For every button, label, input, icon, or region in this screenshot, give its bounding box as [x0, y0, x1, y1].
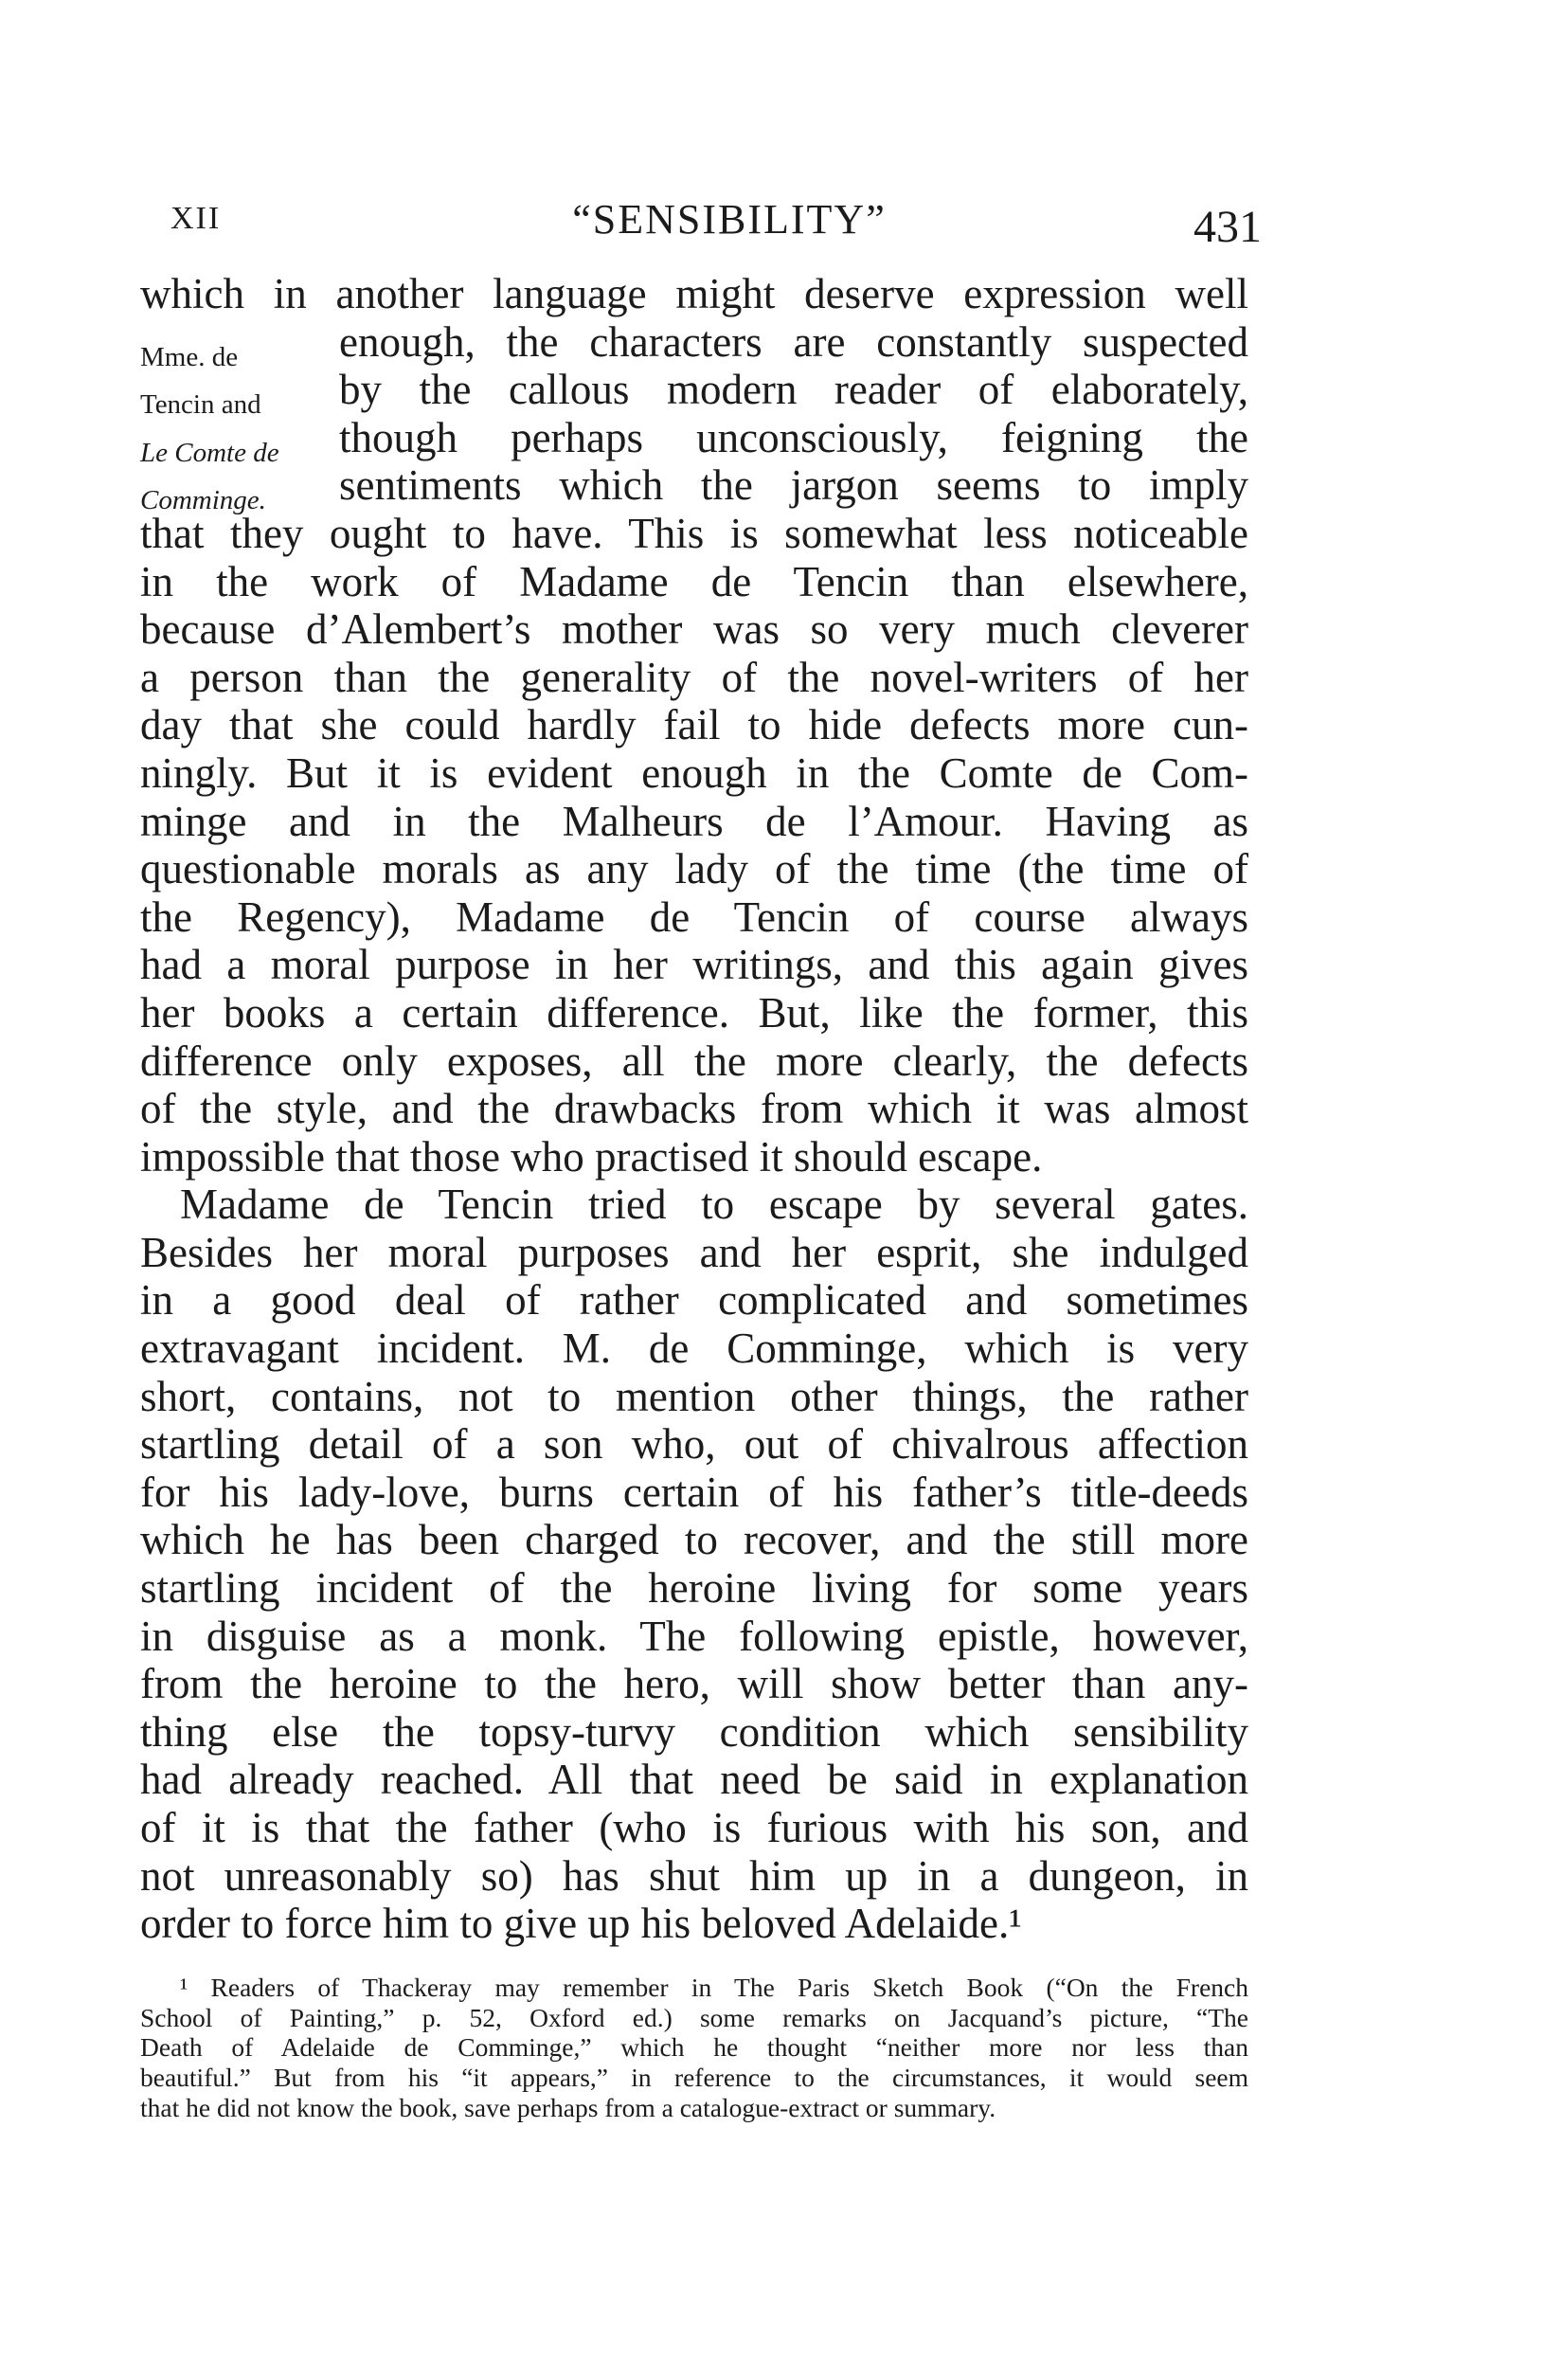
text-line: extravagant incident. M. de Comminge, which is very — [140, 1325, 1248, 1373]
text-line: difference only exposes, all the more clearly, the defects — [140, 1037, 1248, 1085]
paragraph-start-line: Madame de Tencin tried to escape by several gates. — [180, 1181, 1248, 1229]
footnote-line: School of Painting,” p. 52, Oxford ed.) some remarks on Jacquand’s picture, “The — [140, 2002, 1248, 2032]
paragraph-end-line: impossible that those who practised it should escape. — [140, 1132, 1043, 1181]
footnote-line: ¹ Readers of Thackeray may remember in The Paris Sketch Book (“On the French — [180, 1973, 1248, 2002]
text-line: by the callous modern reader of elaborately, — [339, 366, 1248, 414]
text-line: in disguise as a monk. The following epistle, however, — [140, 1612, 1248, 1660]
text-line: short, contains, not to mention other things, the rather — [140, 1372, 1248, 1420]
text-line: had already reached. All that need be said in explanation — [140, 1756, 1248, 1804]
footnote-line: Death of Adelaide de Comminge,” which he thought “neither more nor less than — [140, 2032, 1248, 2063]
text-line: her books a certain difference. But, like the former, this — [140, 988, 1248, 1037]
sidenote-line: Comminge. — [140, 485, 266, 516]
sidenote — [140, 318, 339, 372]
text-line: a person than the generality of the novel-writers of her — [140, 653, 1248, 701]
running-title: “SENSIBILITY” — [572, 196, 887, 243]
text-line: though perhaps unconsciously, feigning the — [339, 413, 1248, 461]
text-line-with-sidenote — [140, 413, 1248, 468]
paragraph-end-line: order to force him to give up his beloved Adelaide.¹ — [140, 1900, 1022, 1948]
footnote-line: that he did not know the book, save perhaps from a catalogue-extract or summary. — [140, 2092, 996, 2122]
text-line: from the heroine to the hero, will show better than any- — [140, 1660, 1248, 1708]
text-line: which in another language might deserve expression well — [140, 270, 1248, 317]
chapter-number: XII — [170, 201, 222, 236]
text-line: Besides her moral purposes and her esprit, she indulged — [140, 1228, 1248, 1276]
sidenote — [140, 461, 339, 516]
text-line: questionable morals as any lady of the time (the time of — [140, 845, 1248, 893]
sidenote-line: Tencin and — [140, 389, 261, 421]
text-line: which he has been charged to recover, and the still more — [140, 1516, 1248, 1564]
sidenote-line: Le Comte de — [140, 437, 279, 468]
text-line: of the style, and the drawbacks from which it was almost — [140, 1085, 1248, 1133]
text-line: for his lady-love, burns certain of his father’s title-deeds — [140, 1468, 1248, 1516]
sidenote — [140, 366, 339, 421]
sidenote — [140, 414, 339, 468]
text-line: of it is that the father (who is furious with his son, and — [140, 1804, 1248, 1851]
text-line: startling incident of the heroine living for some years — [140, 1564, 1248, 1613]
text-line-with-sidenote — [140, 461, 1248, 516]
text-line-with-sidenote — [140, 366, 1248, 421]
text-line: because d’Alembert’s mother was so very much cleverer — [140, 605, 1248, 654]
text-line: that they ought to have. This is somewhat less noticeable — [140, 509, 1248, 557]
text-line: enough, the characters are constantly suspected — [339, 317, 1248, 366]
text-line: sentiments which the jargon seems to imply — [339, 461, 1248, 510]
sidenote-line: Mme. de — [140, 341, 239, 372]
text-line: ningly. But it is evident enough in the Comte de Com- — [140, 748, 1248, 797]
text-line: minge and in the Malheurs de l’Amour. Having as — [140, 797, 1248, 845]
page-number: 431 — [1193, 202, 1262, 252]
footnote-line: beautiful.” But from his “it appears,” in reference to the circumstances, it would seem — [140, 2063, 1248, 2093]
main-text — [140, 270, 1248, 1948]
footnote — [140, 1973, 1248, 2122]
text-line: in the work of Madame de Tencin than elsewhere, — [140, 557, 1248, 605]
text-line: had a moral purpose in her writings, and this again gives — [140, 941, 1248, 989]
text-line: startling detail of a son who, out of chivalrous affection — [140, 1420, 1248, 1469]
text-line: thing else the topsy-turvy condition which sensibility — [140, 1707, 1248, 1756]
text-line: day that she could hardly fail to hide defects more cun- — [140, 701, 1248, 749]
running-header — [170, 195, 1288, 261]
text-line: in a good deal of rather complicated and sometimes — [140, 1276, 1248, 1325]
text-line: not unreasonably so) has shut him up in a dungeon, in — [140, 1851, 1248, 1900]
text-line-with-sidenote — [140, 317, 1248, 372]
text-line: the Regency), Madame de Tencin of course always — [140, 892, 1248, 941]
